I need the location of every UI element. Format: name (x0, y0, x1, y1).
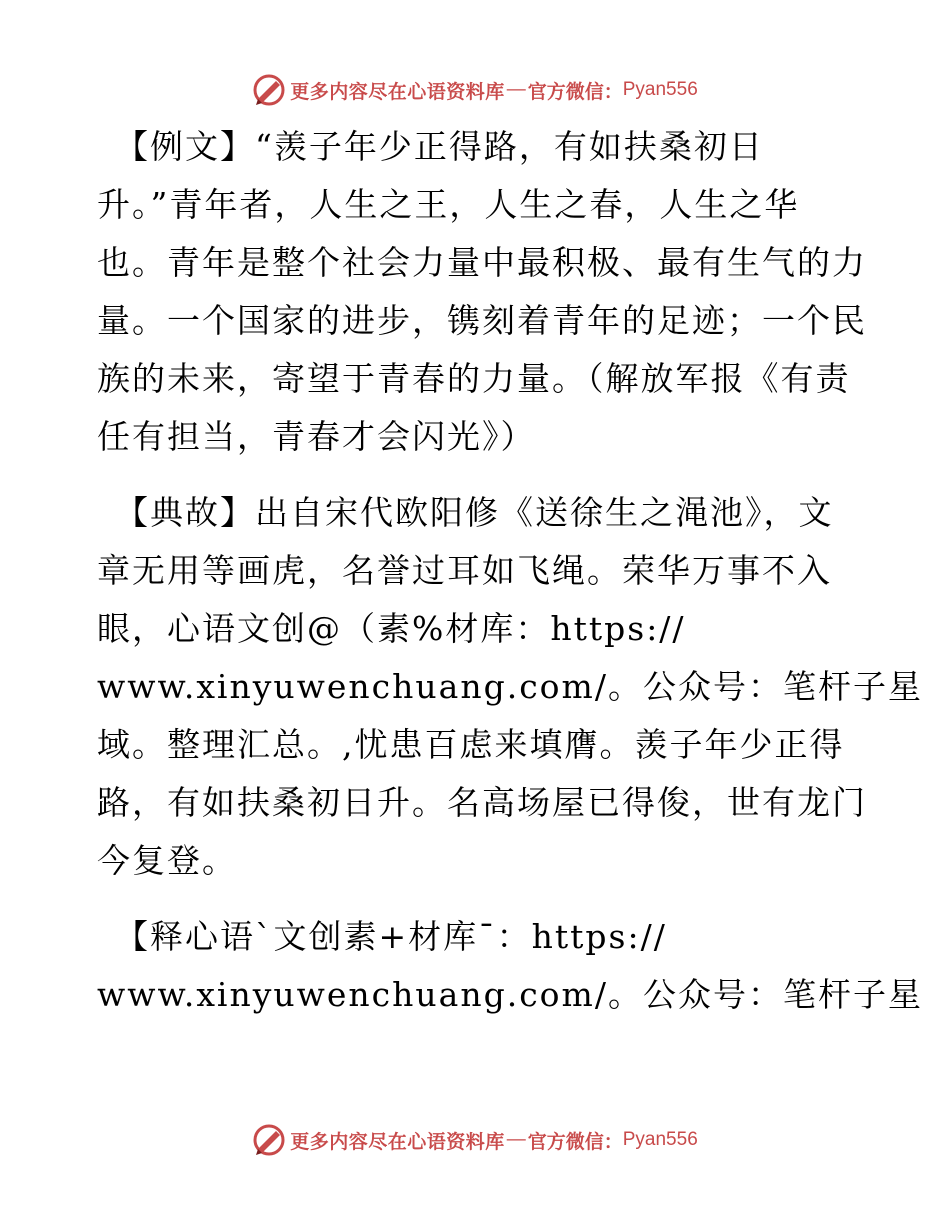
text-line: 【典故】出自宋代欧阳修《送徐生之渑池》，文 (115, 493, 834, 532)
watermark-dash: — (506, 1129, 526, 1150)
watermark-wechat-id: Pyan556 (622, 79, 698, 100)
text-line: 章无用等画虎，名誉过耳如飞绳。荣华万事不入 (97, 551, 832, 590)
pen-logo-icon (252, 73, 286, 107)
watermark-wechat-label: 官方微信： (527, 1131, 623, 1153)
watermark-site-text: 更多内容尽在心语资料库 (290, 1131, 505, 1153)
text-line: 今复登。 (97, 841, 237, 880)
text-line: www.xinyuwenchuang.com/。公众号：笔杆子星 (97, 975, 923, 1014)
text-line: 眼，心语文创@（素%材库：https:// (97, 609, 686, 648)
text-line: 【例文】“羡子年少正得路，有如扶桑初日 (115, 127, 764, 166)
watermark-site-text: 更多内容尽在心语资料库 (290, 81, 505, 103)
watermark-wechat-label: 官方微信： (527, 81, 623, 103)
text-line: 升。”青年者，人生之王，人生之春，人生之华 (97, 185, 800, 224)
watermark-wechat-id: Pyan556 (622, 1129, 698, 1150)
text-line: 族的未来，寄望于青春的力量。（解放军报《有责 (97, 359, 851, 398)
text-line: 也。青年是整个社会力量中最积极、最有生气的力 (97, 243, 867, 282)
header-watermark (0, 70, 950, 110)
text-line: 量。一个国家的进步，镌刻着青年的足迹；一个民 (97, 301, 867, 340)
document-body (97, 118, 923, 1024)
pen-logo-icon (252, 1123, 286, 1157)
text-line: 任有担当，青春才会闪光》） (97, 417, 536, 456)
text-line: www.xinyuwenchuang.com/。公众号：笔杆子星 (97, 667, 923, 706)
watermark-dash: — (506, 79, 526, 100)
paragraph-allusion (97, 484, 923, 890)
paragraph-example (97, 118, 867, 466)
paragraph-explanation (97, 908, 923, 1024)
text-line: 域。整理汇总。,忧患百虑来填膺。羡子年少正得 (97, 725, 845, 764)
text-line: 路，有如扶桑初日升。名高场屋已得俊，世有龙门 (97, 783, 867, 822)
footer-watermark (0, 1120, 950, 1160)
text-line: 【释心语`文创素+材库¯：https:// (115, 917, 667, 956)
